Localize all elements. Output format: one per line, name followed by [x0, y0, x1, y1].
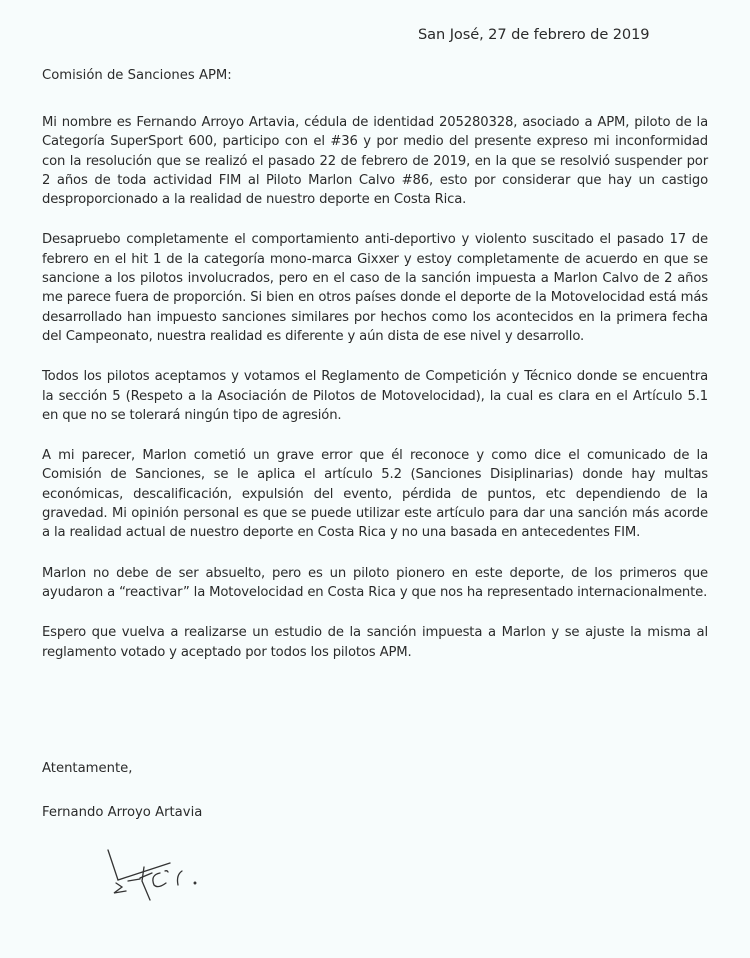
paragraph-pioneer: Marlon no debe de ser absuelto, pero es un piloto pionero en este deporte, de los primeros que ayudaron a “reactivar” la Motovelocidad en Costa Rica y que nos ha representado internacionalmente.: [42, 565, 708, 600]
signer-name: Fernando Arroyo Artavia: [42, 805, 203, 820]
paragraph-identification: Mi nombre es Fernando Arroyo Artavia, cédula de identidad 205280328, asociado a APM, piloto de la Categoría SuperSport 600, participo con el #36 y por medio del presente expreso mi inconformidad con la resolución que se realizó el pasado 22 de febrero de 2019, en la que se resolvió suspender por 2 años de toda actividad FIM al Piloto Marlon Calvo #86, esto por considerar que hay un castigo desproporcionado a la realidad de nuestro deporte en Costa Rica.: [42, 115, 708, 208]
paragraph-regulation: Todos los pilotos aceptamos y votamos el Reglamento de Competición y Técnico donde se encuentra la sección 5 (Respeto a la Asociación de Pilotos de Motovelocidad), la cual es clara en el Artículo 5.1 en que no se tolerará ningún tipo de agresión.: [42, 369, 708, 423]
paragraph-opinion: A mi parecer, Marlon cometió un grave error que él reconoce y como dice el comunicado de la Comisión de Sanciones, se le aplica el artículo 5.2 (Sanciones Disiplinarias) donde hay multas económicas, descalificación, expulsión del evento, pérdida de puntos, etc dependiendo de la gravedad. Mi opinión personal es que se puede utilizar este artículo para dar una sanción más acorde a la realidad actual de nuestro deporte en Costa Rica y no una basada en antecedentes FIM.: [42, 448, 708, 541]
letter-body: [42, 113, 708, 683]
salutation: Comisión de Sanciones APM:: [42, 68, 232, 83]
paragraph-disapproval: Desapruebo completamente el comportamiento anti-deportivo y violento suscitado el pasado 17 de febrero en el hit 1 de la categoría mono-marca Gixxer y estoy completamente de acuerdo en que se sancione a los pilotos involucrados, pero en el caso de la sanción impuesta a Marlon Calvo de 2 años me parece fuera de proporción. Si bien en otros países donde el deporte de la Motovelocidad está más desarrollado han impuesto sanciones similares por hechos como los acontecidos en la primera fecha del Campeonato, nuestra realidad es diferente y aún dista de ese nivel y desarrollo.: [42, 232, 708, 344]
paragraph-request: Espero que vuelva a realizarse un estudio de la sanción impuesta a Marlon y se ajuste la misma al reglamento votado y aceptado por todos los pilotos APM.: [42, 625, 708, 660]
date-line: San José, 27 de febrero de 2019: [418, 26, 650, 43]
signature-icon: [100, 845, 210, 920]
closing: Atentamente,: [42, 761, 133, 776]
